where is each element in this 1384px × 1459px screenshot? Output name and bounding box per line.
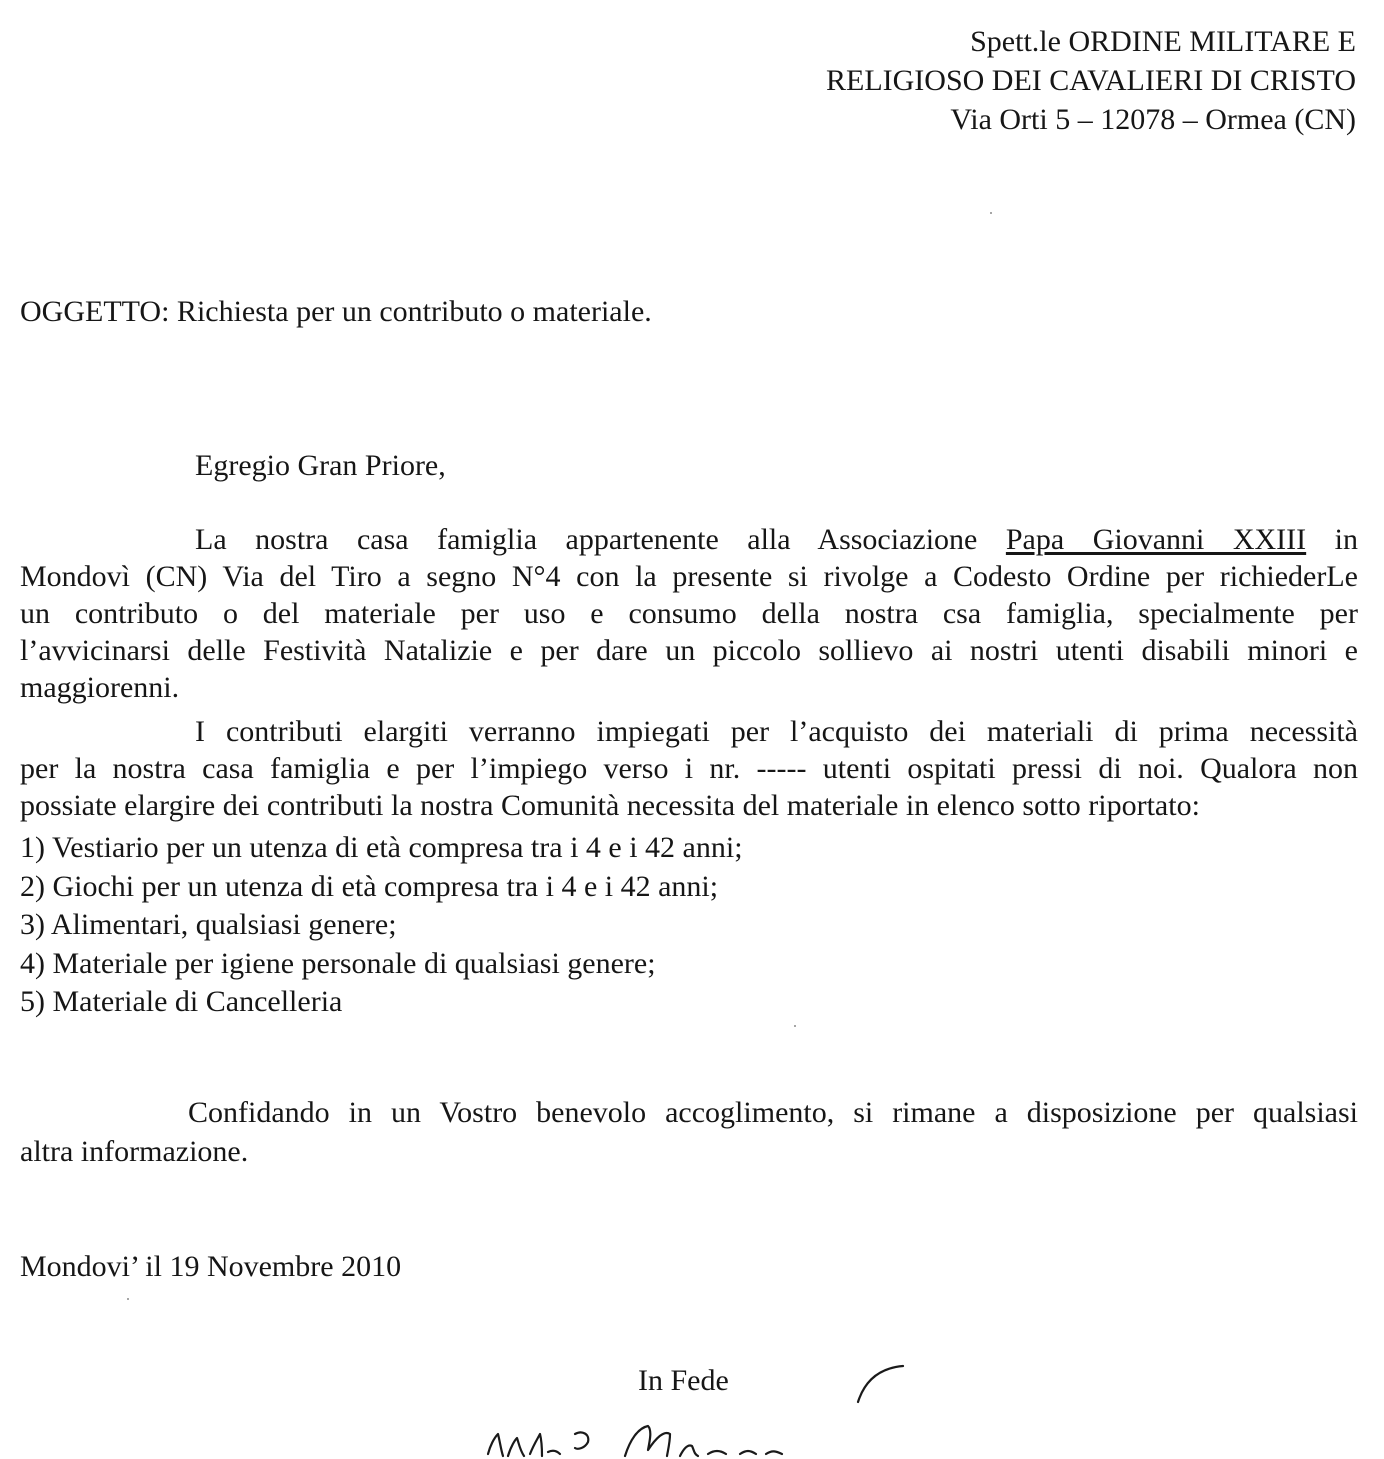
paragraph-contributions xyxy=(20,713,1358,824)
addressee-line-3: Via Orti 5 – 12078 – Ormea (CN) xyxy=(950,103,1356,136)
scan-speck xyxy=(794,1025,796,1027)
subject-line: OGGETTO: Richiesta per un contributo o materiale. xyxy=(20,295,652,328)
paragraph-request-line-4: l’avvicinarsi delle Festività Natalizie e per dare un piccolo sollievo ai nostri utenti disabili minori e xyxy=(20,634,1358,667)
closing-line-1 xyxy=(20,1093,1358,1132)
paragraph-request-lead: La nostra casa famiglia appartenente alla Associazione xyxy=(195,523,1006,556)
paragraph-request-after-association: in xyxy=(1306,523,1358,556)
list-item: 4) Materiale per igiene personale di qualsiasi genere; xyxy=(20,946,656,980)
paragraph-request xyxy=(20,521,1358,706)
paragraph-request-line-5: maggiorenni. xyxy=(20,671,180,704)
closing-paragraph xyxy=(20,1093,1358,1171)
scan-speck xyxy=(990,212,992,214)
association-name: Papa Giovanni XXIII xyxy=(1005,523,1307,556)
paragraph-request-line-3: un contributo o del materiale per uso e consumo della nostra csa famiglia, specialmente per xyxy=(20,597,1358,630)
addressee-line-1: Spett.le ORDINE MILITARE E xyxy=(970,25,1356,58)
paragraph-request-line-2: Mondovì (CN) Via del Tiro a segno N°4 con la presente si rivolge a Codesto Ordine per richiederLe xyxy=(20,560,1358,593)
handwritten-signature xyxy=(470,1350,940,1459)
list-item: 5) Materiale di Cancelleria xyxy=(20,985,343,1018)
material-list xyxy=(20,829,743,1022)
closing-line-2: altra informazione. xyxy=(20,1135,249,1168)
signoff: In Fede xyxy=(638,1364,729,1397)
paragraph-contributions-line-1-text: I contributi elargiti verranno impiegati per l’acquisto dei materiali di prima necessità xyxy=(195,715,1358,748)
greeting: Egregio Gran Priore, xyxy=(195,449,446,482)
signature-strokes xyxy=(488,1366,903,1456)
addressee-line-2: RELIGIOSO DEI CAVALIERI DI CRISTO xyxy=(825,64,1356,97)
list-item: 2) Giochi per un utenza di età compresa tra i 4 e i 42 anni; xyxy=(20,869,719,903)
scan-speck xyxy=(127,1298,129,1300)
paragraph-contributions-line-1 xyxy=(20,713,1358,750)
date-line: Mondovi’ il 19 Novembre 2010 xyxy=(20,1250,402,1283)
paragraph-contributions-line-2: per la nostra casa famiglia e per l’impiego verso i nr. ----- utenti ospitati pressi di noi. Qualora non xyxy=(20,752,1358,785)
closing-line-1-text: Confidando in un Vostro benevolo accoglimento, si rimane a disposizione per qualsiasi xyxy=(188,1096,1358,1129)
addressee-block xyxy=(826,22,1356,139)
list-item: 3) Alimentari, qualsiasi genere; xyxy=(20,908,397,941)
list-item: 1) Vestiario per un utenza di età compresa tra i 4 e i 42 anni; xyxy=(20,831,743,864)
paragraph-contributions-line-3: possiate elargire dei contributi la nostra Comunità necessita del materiale in elenco sotto riportato: xyxy=(20,789,1200,822)
paragraph-request-line-1 xyxy=(20,521,1358,558)
